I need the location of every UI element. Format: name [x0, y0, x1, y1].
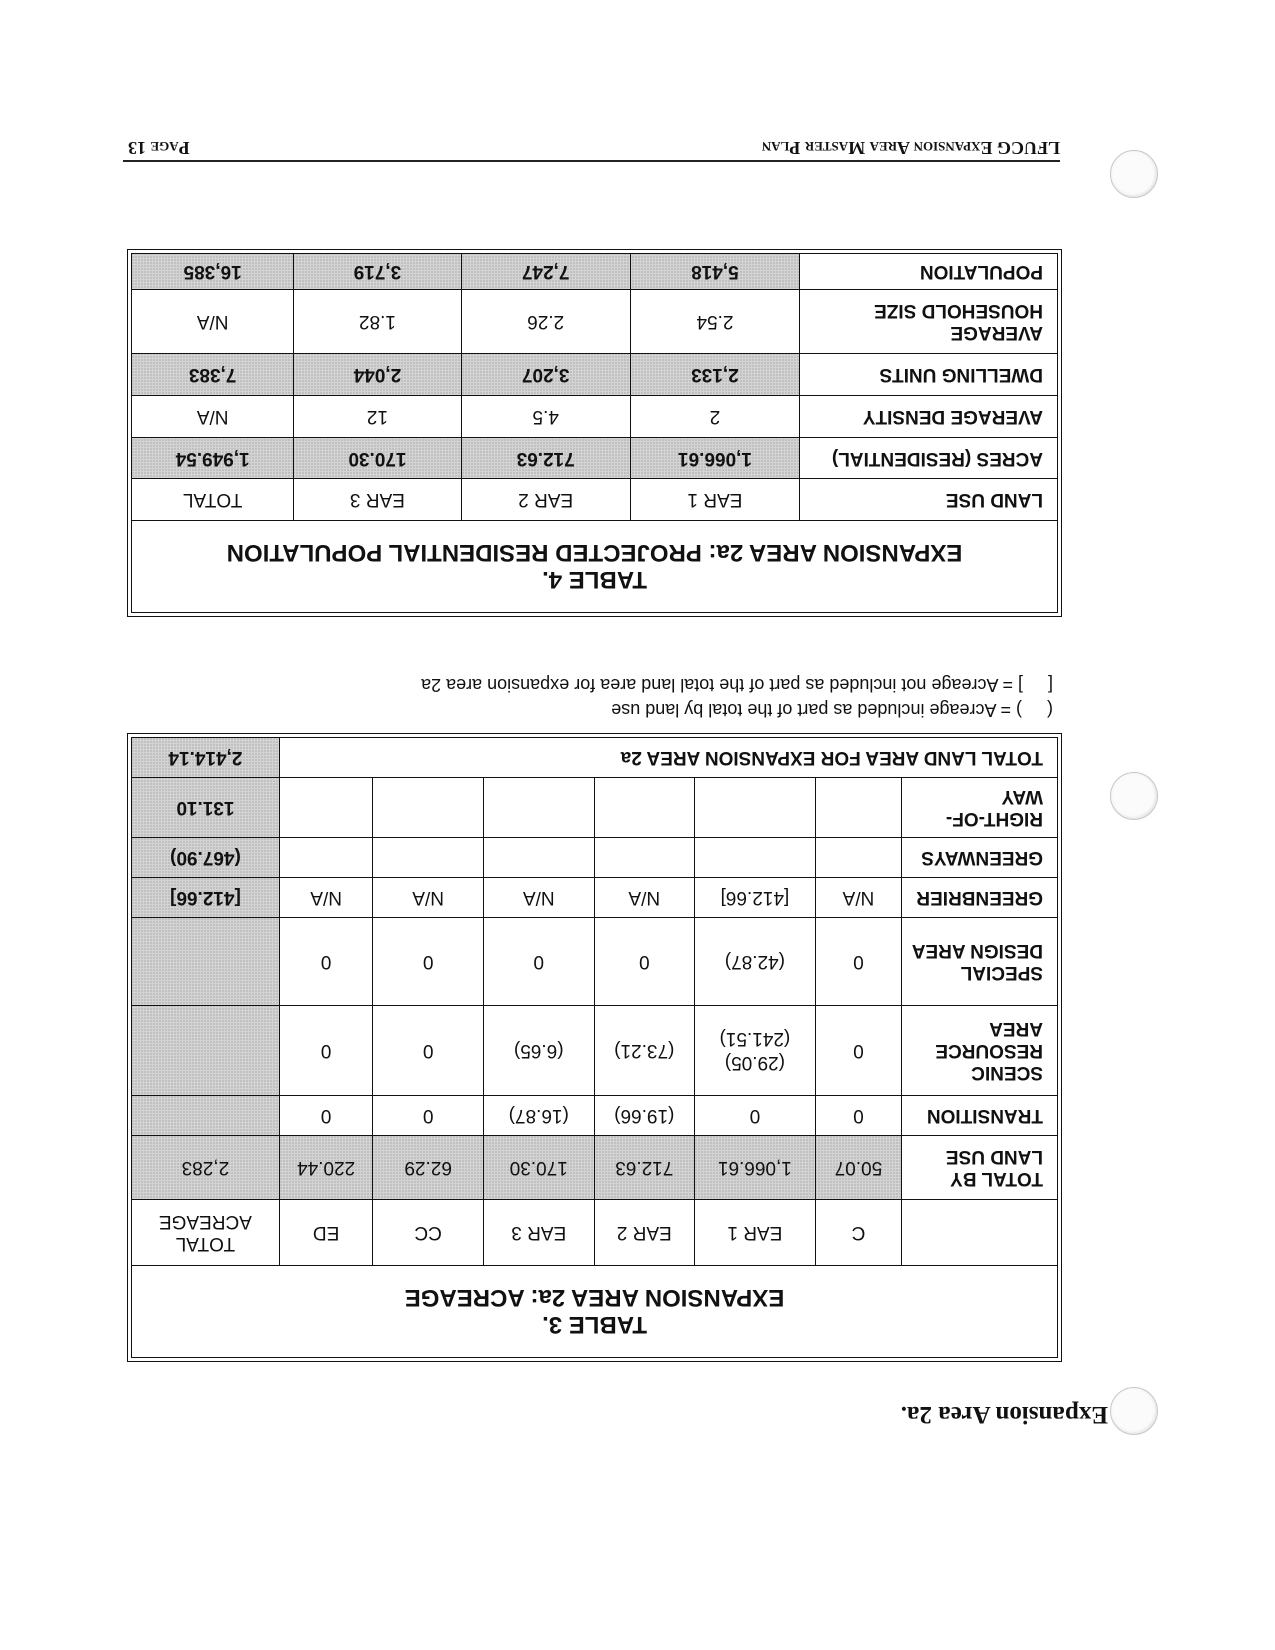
table-cell [132, 1006, 280, 1096]
row-label: TOTAL BY LAND USE [902, 1136, 1058, 1200]
table-cell: 1,066.61 [695, 1136, 816, 1200]
table-cell: 7,383 [132, 354, 294, 396]
row-label: AVERAGE HOUSEHOLD SIZE [800, 290, 1058, 354]
total-land-area-label: TOTAL LAND AREA FOR EXPANSION AREA 2a [279, 738, 1057, 778]
table-cell: (73.21) [594, 1006, 695, 1096]
punch-hole-top [1110, 1387, 1158, 1435]
table-row [132, 1136, 1058, 1200]
table-cell: 0 [279, 918, 373, 1006]
table-row [132, 918, 1058, 1006]
table-cell: 0 [815, 918, 901, 1006]
table-cell: 50.07 [815, 1136, 901, 1200]
table-cell: 0 [695, 1096, 816, 1136]
table-cell: 2,283 [132, 1136, 280, 1200]
table-cell: N/A [483, 878, 594, 918]
column-header: LAND USE [800, 479, 1058, 521]
table-cell [594, 778, 695, 838]
table-cell [594, 838, 695, 878]
table-cell: 4.5 [461, 396, 630, 438]
table-cell: (29.05) (241.51) [695, 1006, 816, 1096]
column-header: TOTAL [132, 479, 294, 521]
total-land-area-value: 2,414.14 [132, 738, 280, 778]
table-row [132, 438, 1058, 479]
row-label: AVERAGE DENSITY [800, 396, 1058, 438]
column-header: EAR 1 [630, 479, 799, 521]
table-3-legend [421, 672, 1053, 722]
row-label: ACRES (RESIDENTIAL) [800, 438, 1058, 479]
table-row [132, 1006, 1058, 1096]
table-cell [132, 918, 280, 1006]
table-cell [132, 1096, 280, 1136]
row-label: TRANSITION [902, 1096, 1058, 1136]
table-cell: 2.26 [461, 290, 630, 354]
row-label: DWELLING UNITS [800, 354, 1058, 396]
table-row [132, 778, 1058, 838]
table-cell: N/A [279, 878, 373, 918]
table-3-number: TABLE 3. [542, 1311, 647, 1339]
table-cell: 170.30 [294, 438, 461, 479]
table-row [132, 396, 1058, 438]
table-row [132, 354, 1058, 396]
table-cell: 0 [279, 1096, 373, 1136]
table-cell [815, 838, 901, 878]
table-cell: 0 [815, 1096, 901, 1136]
table-cell: 1.82 [294, 290, 461, 354]
table-cell: 712.63 [461, 438, 630, 479]
row-label: SCENIC RESOURCE AREA [902, 1006, 1058, 1096]
table-cell: 1,949.54 [132, 438, 294, 479]
table-cell: 0 [279, 1006, 373, 1096]
column-header [902, 1200, 1058, 1266]
table-cell [695, 778, 816, 838]
table-4-title-cell [132, 521, 1058, 613]
column-header: EAR 1 [695, 1200, 816, 1266]
table-cell [279, 778, 373, 838]
column-header: EAR 3 [294, 479, 461, 521]
table-cell: 170.30 [483, 1136, 594, 1200]
table-cell: 0 [483, 918, 594, 1006]
table-cell: 0 [373, 918, 484, 1006]
table-cell: 0 [373, 1006, 484, 1096]
table-cell [483, 838, 594, 878]
column-header: CC [373, 1200, 484, 1266]
table-cell: N/A [132, 290, 294, 354]
table-4-title: EXPANSION AREA 2a: PROJECTED RESIDENTIAL POPULATION [226, 539, 963, 567]
column-header: ED [279, 1200, 373, 1266]
table-cell: 7,247 [461, 254, 630, 290]
footer-rule [123, 160, 1060, 162]
table-cell: 2,044 [294, 354, 461, 396]
table-4-number: TABLE 4. [542, 566, 647, 594]
table-row [132, 254, 1058, 290]
table-row [132, 838, 1058, 878]
column-header: EAR 2 [594, 1200, 695, 1266]
table-cell: (42.87) [695, 918, 816, 1006]
footer-plan-title: LFUCG Expansion Area Master Plan [761, 138, 1060, 158]
table-cell: (16.87) [483, 1096, 594, 1136]
row-label: SPECIAL DESIGN AREA [902, 918, 1058, 1006]
column-header: EAR 3 [483, 1200, 594, 1266]
legend-line-brackets: [ ] = Acreage not included as part of the total land area for expansion area 2a [421, 675, 1053, 695]
table-cell: 220.44 [279, 1136, 373, 1200]
row-label: GREENWAYS [902, 838, 1058, 878]
row-label: GREENBRIER [902, 878, 1058, 918]
table-cell [373, 778, 484, 838]
table-cell: 2,133 [630, 354, 799, 396]
table-cell: (6.65) [483, 1006, 594, 1096]
table-cell: N/A [373, 878, 484, 918]
table-cell: N/A [132, 396, 294, 438]
table-cell: N/A [815, 878, 901, 918]
table-total-row [132, 738, 1058, 778]
punch-hole-bottom [1110, 150, 1158, 198]
row-label: RIGHT-OF-WAY [902, 778, 1058, 838]
footer-page-number: Page 13 [128, 138, 190, 158]
punch-hole-middle [1110, 772, 1158, 820]
table-row [132, 1096, 1058, 1136]
column-header: EAR 2 [461, 479, 630, 521]
row-label: POPULATION [800, 254, 1058, 290]
table-cell: 712.63 [594, 1136, 695, 1200]
table-cell: 3,719 [294, 254, 461, 290]
table-cell: 0 [373, 1096, 484, 1136]
table-cell [483, 778, 594, 838]
table-cell: 62.29 [373, 1136, 484, 1200]
table-cell: 12 [294, 396, 461, 438]
table-cell: 1,066.61 [630, 438, 799, 479]
table-cell [373, 838, 484, 878]
table-cell [815, 778, 901, 838]
table-4 [127, 249, 1062, 617]
table-3-title: EXPANSION AREA 2a: ACREAGE [404, 1284, 785, 1312]
table-3-title-cell [132, 1266, 1058, 1358]
table-cell: 2 [630, 396, 799, 438]
table-cell: 16,385 [132, 254, 294, 290]
section-title: Expansion Area 2a. [900, 1401, 1108, 1428]
table-3 [127, 733, 1062, 1362]
table-cell: 5,418 [630, 254, 799, 290]
legend-line-parentheses: ( ) = Acreage included as part of the total by land use [611, 700, 1053, 720]
table-cell: 2.54 [630, 290, 799, 354]
column-header: C [815, 1200, 901, 1266]
table-cell: N/A [594, 878, 695, 918]
table-cell: (467.90) [132, 838, 280, 878]
table-cell: 0 [594, 918, 695, 1006]
table-row [132, 878, 1058, 918]
table-row [132, 290, 1058, 354]
table-cell: [412.66] [695, 878, 816, 918]
column-header: TOTAL ACREAGE [132, 1200, 280, 1266]
table-cell: (19.66) [594, 1096, 695, 1136]
table-cell: 0 [815, 1006, 901, 1096]
table-cell: 3,207 [461, 354, 630, 396]
table-cell [695, 838, 816, 878]
table-cell [279, 838, 373, 878]
table-cell: 131.10 [132, 778, 280, 838]
table-cell: [412.66] [132, 878, 280, 918]
